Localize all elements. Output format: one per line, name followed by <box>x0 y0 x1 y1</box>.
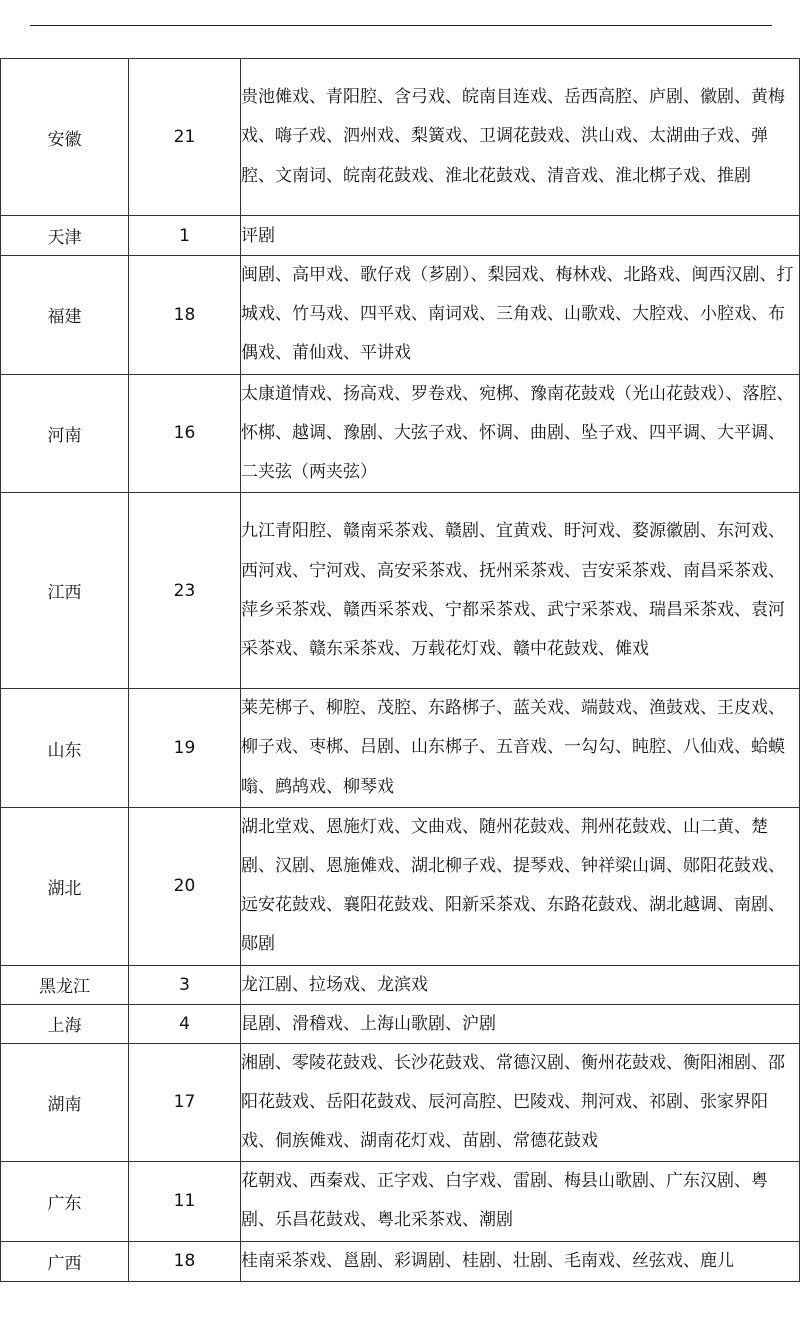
table-row <box>1 1004 800 1043</box>
count-cell: 21 <box>129 59 241 216</box>
province-cell: 天津 <box>1 216 129 256</box>
province-cell: 江西 <box>1 493 129 689</box>
province-cell: 广西 <box>1 1241 129 1281</box>
count-cell: 16 <box>129 374 241 493</box>
province-cell: 山东 <box>1 689 129 808</box>
table-row <box>1 807 800 965</box>
table-row <box>1 374 800 493</box>
table-row <box>1 1043 800 1162</box>
table-row <box>1 965 800 1004</box>
count-cell: 20 <box>129 807 241 965</box>
opera-list-cell: 湘剧、零陵花鼓戏、长沙花鼓戏、常德汉剧、衡州花鼓戏、衡阳湘剧、邵阳花鼓戏、岳阳花鼓戏、辰河高腔、巴陵戏、荆河戏、祁剧、张家界阳戏、侗族傩戏、湖南花灯戏、苗剧、常德花鼓戏 <box>241 1043 800 1162</box>
opera-list-cell: 龙江剧、拉场戏、龙滨戏 <box>241 965 800 1004</box>
table-row <box>1 689 800 808</box>
count-cell: 18 <box>129 1241 241 1281</box>
count-cell: 4 <box>129 1004 241 1043</box>
table-row <box>1 256 800 375</box>
count-cell: 23 <box>129 493 241 689</box>
opera-list-cell: 闽剧、高甲戏、歌仔戏（芗剧）、梨园戏、梅林戏、北路戏、闽西汉剧、打城戏、竹马戏、四平戏、南词戏、三角戏、山歌戏、大腔戏、小腔戏、布偶戏、莆仙戏、平讲戏 <box>241 256 800 375</box>
table-row <box>1 1162 800 1241</box>
province-cell: 广东 <box>1 1162 129 1241</box>
opera-list-cell: 评剧 <box>241 216 800 256</box>
opera-list-cell: 昆剧、滑稽戏、上海山歌剧、沪剧 <box>241 1004 800 1043</box>
province-cell: 福建 <box>1 256 129 375</box>
province-cell: 黑龙江 <box>1 965 129 1004</box>
opera-table <box>0 58 800 1282</box>
count-cell: 18 <box>129 256 241 375</box>
province-cell: 河南 <box>1 374 129 493</box>
opera-list-cell: 太康道情戏、扬高戏、罗卷戏、宛梆、豫南花鼓戏（光山花鼓戏）、落腔、怀梆、越调、豫剧、大弦子戏、怀调、曲剧、坠子戏、四平调、大平调、二夹弦（两夹弦） <box>241 374 800 493</box>
table-row <box>1 216 800 256</box>
table-row <box>1 493 800 689</box>
opera-list-cell: 湖北堂戏、恩施灯戏、文曲戏、随州花鼓戏、荆州花鼓戏、山二黄、楚剧、汉剧、恩施傩戏、湖北柳子戏、提琴戏、钟祥梁山调、郧阳花鼓戏、远安花鼓戏、襄阳花鼓戏、阳新采茶戏、东路花鼓戏、湖北越调、南剧、郧剧 <box>241 807 800 965</box>
opera-list-cell: 花朝戏、西秦戏、正字戏、白字戏、雷剧、梅县山歌剧、广东汉剧、粤剧、乐昌花鼓戏、粤北采茶戏、潮剧 <box>241 1162 800 1241</box>
province-cell: 安徽 <box>1 59 129 216</box>
count-cell: 17 <box>129 1043 241 1162</box>
count-cell: 1 <box>129 216 241 256</box>
opera-list-cell: 莱芜梆子、柳腔、茂腔、东路梆子、蓝关戏、端鼓戏、渔鼓戏、王皮戏、柳子戏、枣梆、吕剧、山东梆子、五音戏、一勾勾、盹腔、八仙戏、蛤蟆嗡、鹧鸪戏、柳琴戏 <box>241 689 800 808</box>
table-row <box>1 1241 800 1281</box>
top-rule <box>30 25 772 26</box>
table-row <box>1 59 800 216</box>
opera-list-cell: 九江青阳腔、赣南采茶戏、赣剧、宜黄戏、盱河戏、婺源徽剧、东河戏、西河戏、宁河戏、高安采茶戏、抚州采茶戏、吉安采茶戏、南昌采茶戏、萍乡采茶戏、赣西采茶戏、宁都采茶戏、武宁采茶戏、瑞昌采茶戏、袁河采茶戏、赣东采茶戏、万载花灯戏、赣中花鼓戏、傩戏 <box>241 493 800 689</box>
count-cell: 3 <box>129 965 241 1004</box>
opera-list-cell: 贵池傩戏、青阳腔、含弓戏、皖南目连戏、岳西高腔、庐剧、徽剧、黄梅戏、嗨子戏、泗州戏、梨簧戏、卫调花鼓戏、洪山戏、太湖曲子戏、弹腔、文南词、皖南花鼓戏、淮北花鼓戏、清音戏、淮北梆子戏、推剧 <box>241 59 800 216</box>
opera-list-cell: 桂南采茶戏、邕剧、彩调剧、桂剧、壮剧、毛南戏、丝弦戏、鹿儿 <box>241 1241 800 1281</box>
province-cell: 湖南 <box>1 1043 129 1162</box>
count-cell: 19 <box>129 689 241 808</box>
province-cell: 湖北 <box>1 807 129 965</box>
province-cell: 上海 <box>1 1004 129 1043</box>
count-cell: 11 <box>129 1162 241 1241</box>
